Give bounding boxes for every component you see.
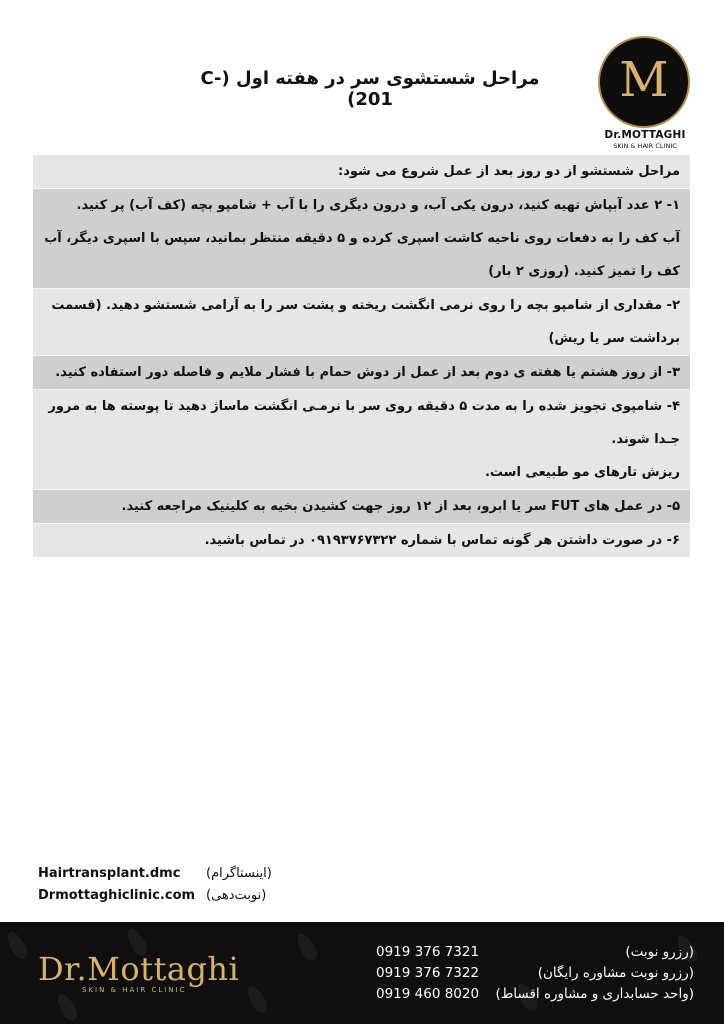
phone-number[interactable]: 0919 376 7322 bbox=[376, 965, 480, 981]
instruction-step-4 bbox=[33, 389, 690, 489]
phone-list bbox=[374, 944, 694, 1007]
instruction-line: ۶- در صورت داشتن هر گونه تماس با شماره ۰۹۱۹۳۷۶۷۳۲۲ در تماس باشید. bbox=[204, 533, 680, 548]
leaf-pattern-icon bbox=[53, 991, 80, 1024]
phone-number[interactable]: 0919 376 7321 bbox=[376, 944, 480, 960]
instruction-line: ۴- شامپوی تجویز شده را به مدت ۵ دقیقه روی سر با نرمـی انگشت ماساژ دهید تا پوسته ها به مرور جـدا شوند. bbox=[48, 399, 680, 447]
website-link[interactable]: Drmottaghiclinic.com bbox=[38, 888, 196, 903]
instruction-step-1 bbox=[33, 188, 690, 288]
leaf-pattern-icon bbox=[293, 931, 320, 964]
phone-label: (رزرو نوبت مشاوره رایگان) bbox=[537, 965, 694, 981]
instruction-step-5 bbox=[33, 489, 690, 523]
instagram-link[interactable]: Hairtransplant.dmc bbox=[38, 866, 181, 881]
phone-row bbox=[374, 986, 694, 1007]
website-link-row bbox=[38, 886, 318, 908]
website-label: (نوبت‌دهی) bbox=[206, 888, 267, 903]
instruction-line: مراحل شستشو از دو روز بعد از عمل شروع می شود: bbox=[338, 164, 680, 179]
instruction-line: آب کف را به دفعات روی ناحیه کاشت اسپری کرده و ۵ دقیقه منتظر بمانید، سپس با اسپری دیگر، آب کف را تمیز کنید. (روزی ۲ بار) bbox=[44, 231, 680, 279]
logo-monogram: M bbox=[619, 52, 669, 108]
instruction-line: ۳- از روز هشتم یا هفته ی دوم بعد از عمل از دوش حمام با فشار ملایم و فاصله دور استفاده کنید. bbox=[55, 365, 680, 380]
instruction-line: ریزش تارهای مو طبیعی است. bbox=[484, 465, 680, 480]
contact-links bbox=[38, 864, 318, 908]
phone-label: (واحد حسابداری و مشاوره اقساط) bbox=[495, 986, 694, 1002]
phone-label: (رزرو نوبت) bbox=[625, 944, 694, 960]
page-title: مراحل شستشوی سر در هفته اول (C-201) bbox=[200, 68, 540, 110]
phone-row bbox=[374, 965, 694, 986]
clinic-logo bbox=[598, 36, 690, 128]
footer-brand-subtitle: SKIN & HAIR CLINIC bbox=[82, 986, 187, 994]
logo-subtitle: SKIN & HAIR CLINIC bbox=[613, 142, 677, 150]
footer-brand: Dr.Mottaghi bbox=[38, 950, 240, 988]
instruction-step-6 bbox=[33, 523, 690, 557]
instruction-line: ۲- مقداری از شامپو بچه را روی نرمی انگشت ریخته و پشت سر را به آرامی شستشو دهید. (قسمت برداشت سر یا ریش) bbox=[51, 298, 680, 346]
instruction-step-2 bbox=[33, 288, 690, 355]
instruction-line: ۵- در عمل های FUT سر یا ابرو، بعد از ۱۲ روز جهت کشیدن بخیه به کلینیک مراجعه کنید. bbox=[121, 499, 680, 514]
phone-row bbox=[374, 944, 694, 965]
leaf-pattern-icon bbox=[243, 983, 270, 1016]
instagram-label: (اینستاگرام) bbox=[206, 866, 272, 881]
instructions-list bbox=[33, 155, 690, 557]
footer-bar bbox=[0, 922, 724, 1024]
logo-name: Dr.MOTTAGHI bbox=[604, 129, 686, 141]
instagram-link-row bbox=[38, 864, 318, 886]
instruction-intro bbox=[33, 155, 690, 188]
instruction-step-3 bbox=[33, 355, 690, 389]
instruction-line: ۱- ۲ عدد آبپاش تهیه کنید، درون یکی آب، و درون دیگری را با آب + شامپو بچه (کف آب) پر کنید. bbox=[76, 198, 680, 213]
leaf-pattern-icon bbox=[3, 929, 30, 962]
phone-number[interactable]: 0919 460 8020 bbox=[376, 986, 480, 1002]
